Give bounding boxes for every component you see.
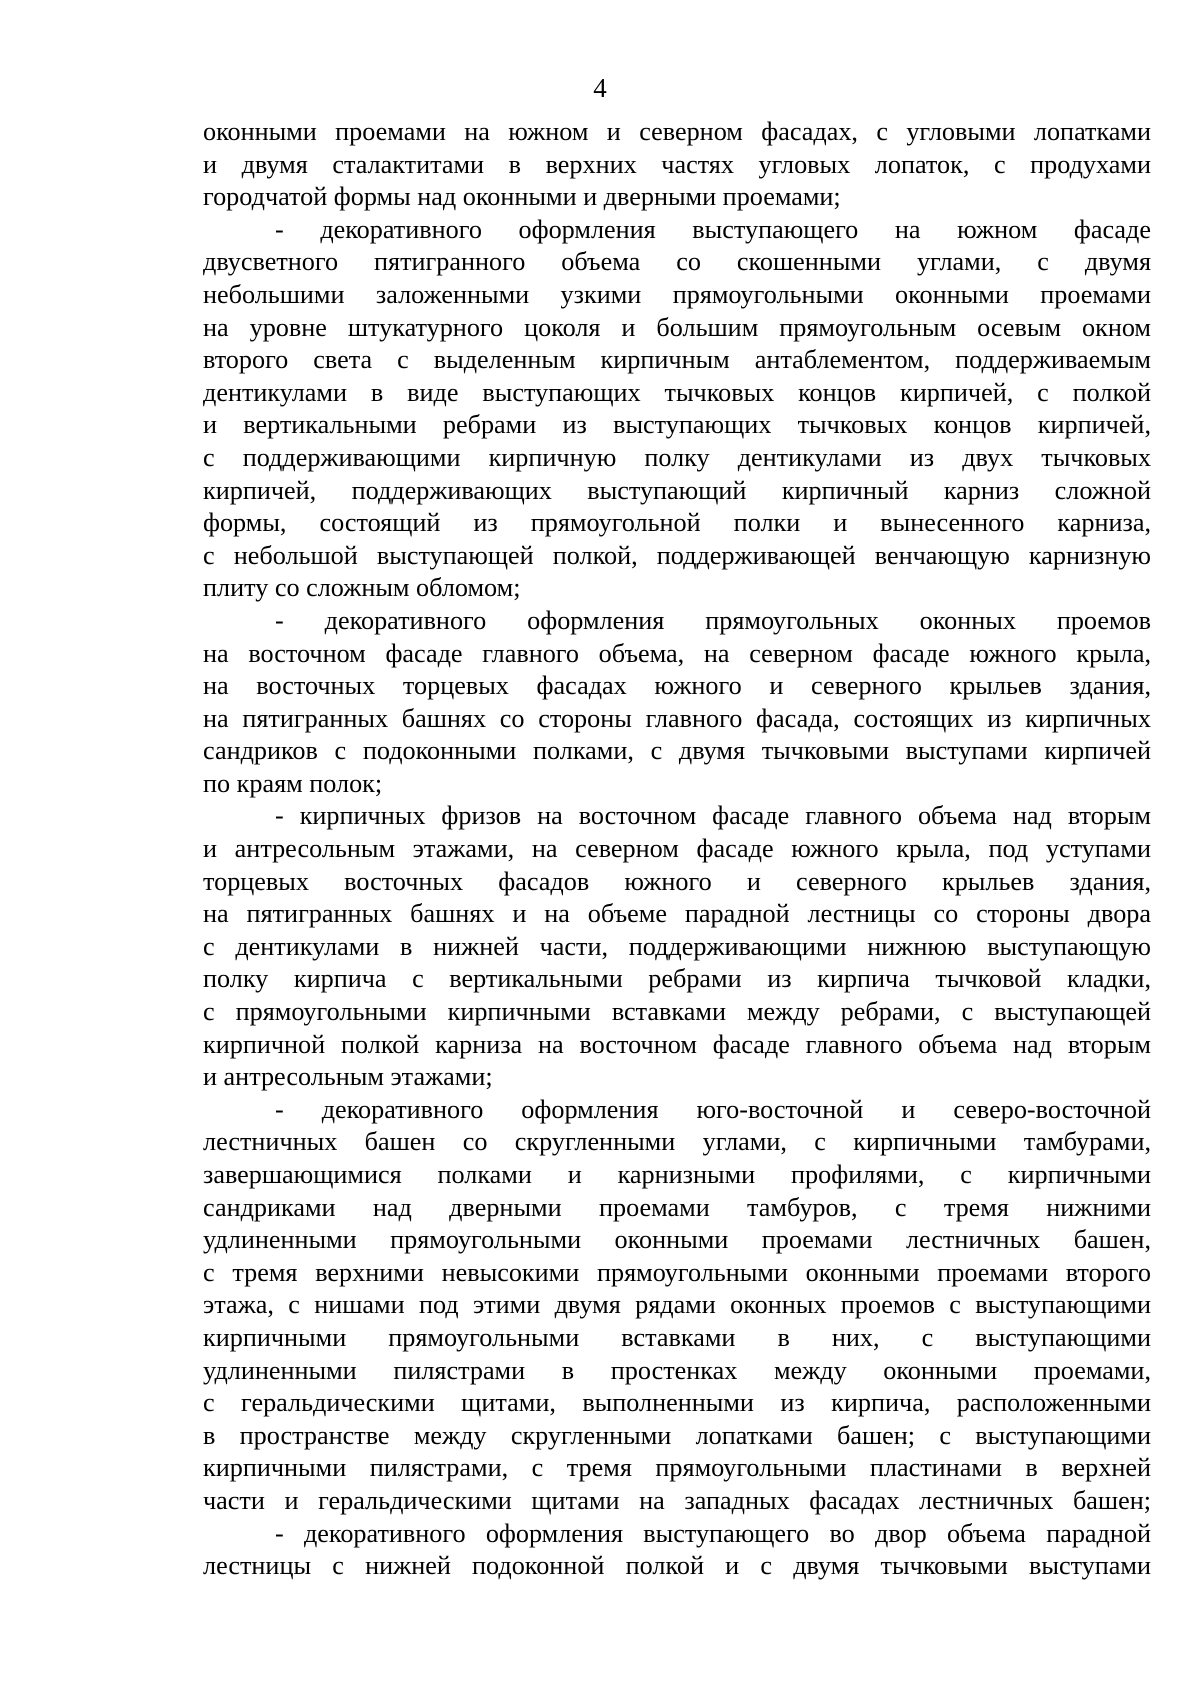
text-line: торцевых восточных фасадов южного и северного крыльев здания, [203,866,1151,896]
text-line: - декоративного оформления выступающего на южном фасаде [275,214,1151,244]
text-line: второго света с выделенным кирпичным антаблементом, поддерживаемым [203,345,1151,375]
text-line: - декоративного оформления юго-восточной и северо-восточной [275,1094,1151,1124]
text-line: с поддерживающими кирпичную полку дентикулами из двух тычковых [203,442,1151,472]
text-line: лестницы с нижней подоконной полкой и с двумя тычковыми выступами [203,1551,1151,1581]
text-line: - декоративного оформления прямоугольных оконных проемов [275,605,1151,635]
text-line: оконными проемами на южном и северном фасадах, с угловыми лопатками [203,117,1151,146]
page-number: 4 [593,73,607,103]
text-line: на восточном фасаде главного объема, на северном фасаде южного крыла, [203,638,1151,668]
text-line: кирпичными прямоугольными вставками в них, с выступающими [203,1322,1151,1352]
text-line: завершающимися полками и карнизными профилями, с кирпичными [203,1160,1151,1189]
text-line: кирпичей, поддерживающих выступающий кирпичный карниз сложной [203,475,1151,505]
text-line: кирпичной полкой карниза на восточном фасаде главного объема над вторым [203,1029,1151,1059]
text-line: и антресольным этажами, на северном фасаде южного крыла, под уступами [203,834,1151,864]
text-line: формы, состоящий из прямоугольной полки и вынесенного карниза, [203,508,1151,538]
text-line: удлиненными прямоугольными оконными проемами лестничных башен, [203,1225,1151,1255]
text-line: на уровне штукатурного цоколя и большим прямоугольным осевым окном [203,312,1151,342]
text-line: и антресольным этажами; [203,1062,493,1092]
text-line: с прямоугольными кирпичными вставками между ребрами, с выступающей [203,997,1151,1027]
text-line: плиту со сложным обломом; [203,573,521,603]
text-line: сандриками над дверными проемами тамбуров, с тремя нижними [203,1192,1151,1222]
text-line: небольшими заложенными узкими прямоугольными оконными проемами [203,279,1151,309]
text-line: - кирпичных фризов на восточном фасаде главного объема над вторым [275,801,1151,831]
text-line: кирпичными пилястрами, с тремя прямоугольными пластинами в верхней [203,1453,1151,1483]
text-line: этажа, с нишами под этими двумя рядами оконных проемов с выступающими [203,1290,1151,1320]
text-line: на пятигранных башнях и на объеме парадной лестницы со стороны двора [203,899,1151,929]
text-line: двусветного пятигранного объема со скошенными углами, с двумя [203,247,1151,277]
text-line: и двумя сталактитами в верхних частях угловых лопаток, с продухами [203,149,1151,179]
text-line: с дентикулами в нижней части, поддерживающими нижнюю выступающую [203,931,1151,961]
text-line: - декоративного оформления выступающего во двор объема парадной [275,1518,1151,1548]
text-line: по краям полок; [203,768,383,798]
text-line: с тремя верхними невысокими прямоугольными оконными проемами второго [203,1257,1151,1287]
text-line: городчатой формы над оконными и дверными проемами; [203,182,841,212]
text-line: с небольшой выступающей полкой, поддерживающей венчающую карнизную [203,540,1151,570]
text-line: дентикулами в виде выступающих тычковых концов кирпичей, с полкой [203,377,1151,407]
text-line: сандриков с подоконными полками, с двумя тычковыми выступами кирпичей [203,736,1151,766]
text-line: удлиненными пилястрами в простенках между оконными проемами, [203,1355,1151,1385]
text-line: в пространстве между скругленными лопатками башен; с выступающими [203,1420,1151,1450]
text-line: полку кирпича с вертикальными ребрами из кирпича тычковой кладки, [203,964,1151,994]
text-line: части и геральдическими щитами на западных фасадах лестничных башен; [203,1485,1151,1515]
text-line: и вертикальными ребрами из выступающих тычковых концов кирпичей, [203,410,1151,440]
text-line: лестничных башен со скругленными углами, с кирпичными тамбурами, [203,1127,1151,1157]
text-line: с геральдическими щитами, выполненными из кирпича, расположенными [203,1388,1151,1418]
text-line: на восточных торцевых фасадах южного и северного крыльев здания, [203,671,1151,701]
body-text [203,116,1151,1583]
text-line: на пятигранных башнях со стороны главного фасада, состоящих из кирпичных [203,703,1151,733]
